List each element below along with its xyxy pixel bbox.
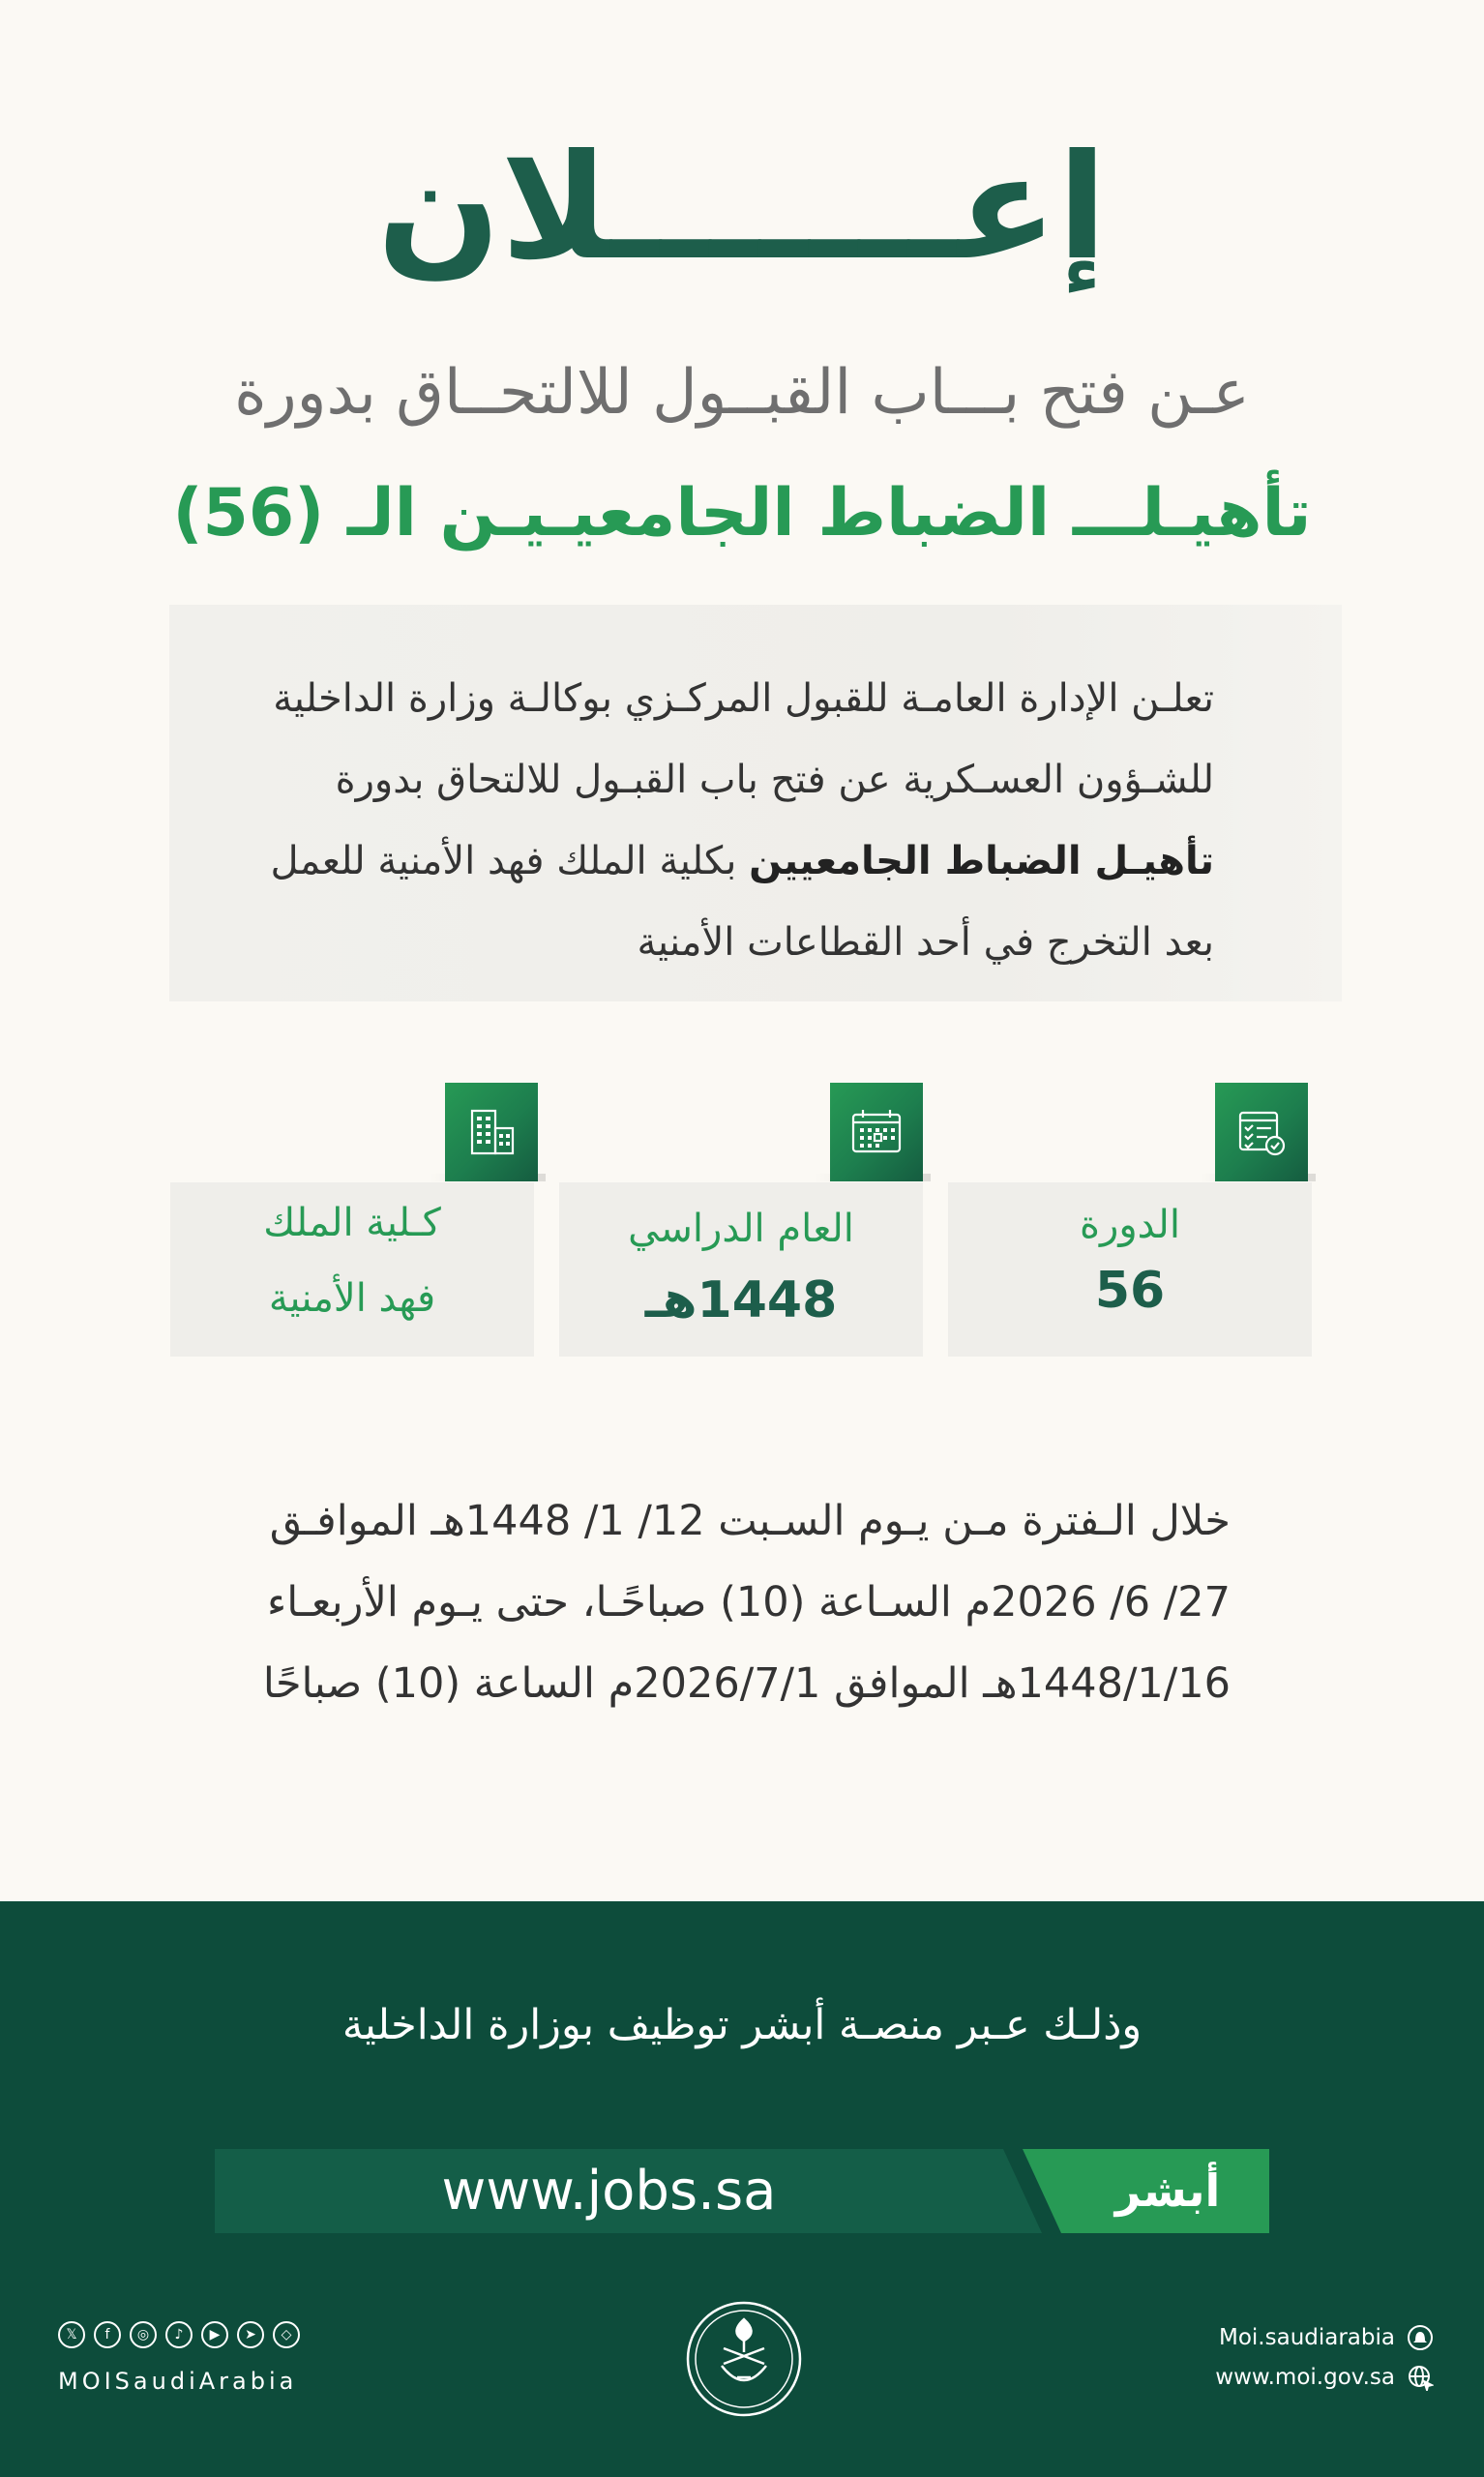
- checklist-icon: [1215, 1083, 1308, 1181]
- college-card-line1: كـلية الملك: [263, 1201, 441, 1245]
- calendar-icon: [830, 1083, 923, 1181]
- snapchat-contact[interactable]: [1219, 2324, 1434, 2351]
- application-period: [253, 1480, 1231, 1724]
- announcement-heading: إعـــــــلان: [376, 124, 1108, 292]
- academic-year-label: العام الدراسي: [628, 1207, 854, 1251]
- course-card-value: 56: [1094, 1262, 1166, 1320]
- ministry-emblem-icon: [685, 2300, 803, 2418]
- college-card: [170, 1182, 534, 1357]
- snapchat-icon[interactable]: ◇: [273, 2321, 300, 2348]
- social-handle: MOISaudiArabia: [58, 2368, 298, 2395]
- intro-line: بعد التخرج في أحد القطاعات الأمنية: [637, 920, 1214, 965]
- tiktok-icon[interactable]: ♪: [165, 2321, 193, 2348]
- period-line: خلال الـفترة مـن يـوم السـبت 12/ 1/ 1448هـ الموافـق: [269, 1497, 1231, 1545]
- facebook-icon[interactable]: f: [94, 2321, 121, 2348]
- academic-year-value: 1448هـ: [644, 1271, 838, 1329]
- snapchat-handle: Moi.saudiarabia: [1219, 2325, 1395, 2350]
- globe-icon: [1407, 2364, 1434, 2391]
- website-url: www.moi.gov.sa: [1215, 2365, 1395, 2390]
- snapchat-ghost-icon: [1407, 2324, 1434, 2351]
- url-banner[interactable]: [215, 2149, 1269, 2233]
- course-card-label: الدورة: [1080, 1203, 1180, 1247]
- intro-line-rest: بكلية الملك فهد الأمنية للعمل: [270, 839, 750, 883]
- intro-paragraph: [269, 658, 1214, 983]
- intro-bold-phrase: تأهيـل الضباط الجامعيين: [749, 839, 1214, 883]
- intro-line: للشـؤون العسـكرية عن فتح باب القبـول للالتحاق بدورة: [335, 758, 1214, 802]
- announcement-subtitle: عـن فتح بـــاب القبــول للالتحــاق بدورة: [234, 357, 1250, 429]
- building-icon: [445, 1083, 538, 1181]
- jobs-url-link[interactable]: www.jobs.sa: [441, 2160, 777, 2223]
- platform-line: وذلـك عـبر منصـة أبشر توظيف بوزارة الداخلية: [341, 2001, 1143, 2049]
- social-icons: [58, 2321, 300, 2348]
- academic-year-card: [559, 1182, 923, 1357]
- website-contact[interactable]: [1215, 2364, 1434, 2391]
- period-line: 27/ 6/ 2026م السـاعة (10) صباحًـا، حتى يـوم الأربعـاء: [267, 1578, 1231, 1626]
- x-icon[interactable]: 𝕏: [58, 2321, 85, 2348]
- course-card: [948, 1182, 1312, 1357]
- instagram-icon[interactable]: ◎: [130, 2321, 157, 2348]
- absher-logo: أبشر: [1114, 2164, 1221, 2217]
- course-title: تأهيـلـــ الضباط الجامعيـيـن الـ (56): [172, 475, 1312, 552]
- telegram-icon[interactable]: ➤: [237, 2321, 264, 2348]
- intro-line: [269, 821, 1214, 902]
- intro-line: تعلـن الإدارة العامـة للقبول المركـزي بوكالـة وزارة الداخلية: [273, 676, 1214, 721]
- youtube-icon[interactable]: ▶: [201, 2321, 228, 2348]
- period-line: 1448/1/16هـ الموافق 2026/7/1م الساعة (10) صباحًا: [262, 1659, 1231, 1708]
- college-card-line2: فهد الأمنية: [268, 1276, 436, 1321]
